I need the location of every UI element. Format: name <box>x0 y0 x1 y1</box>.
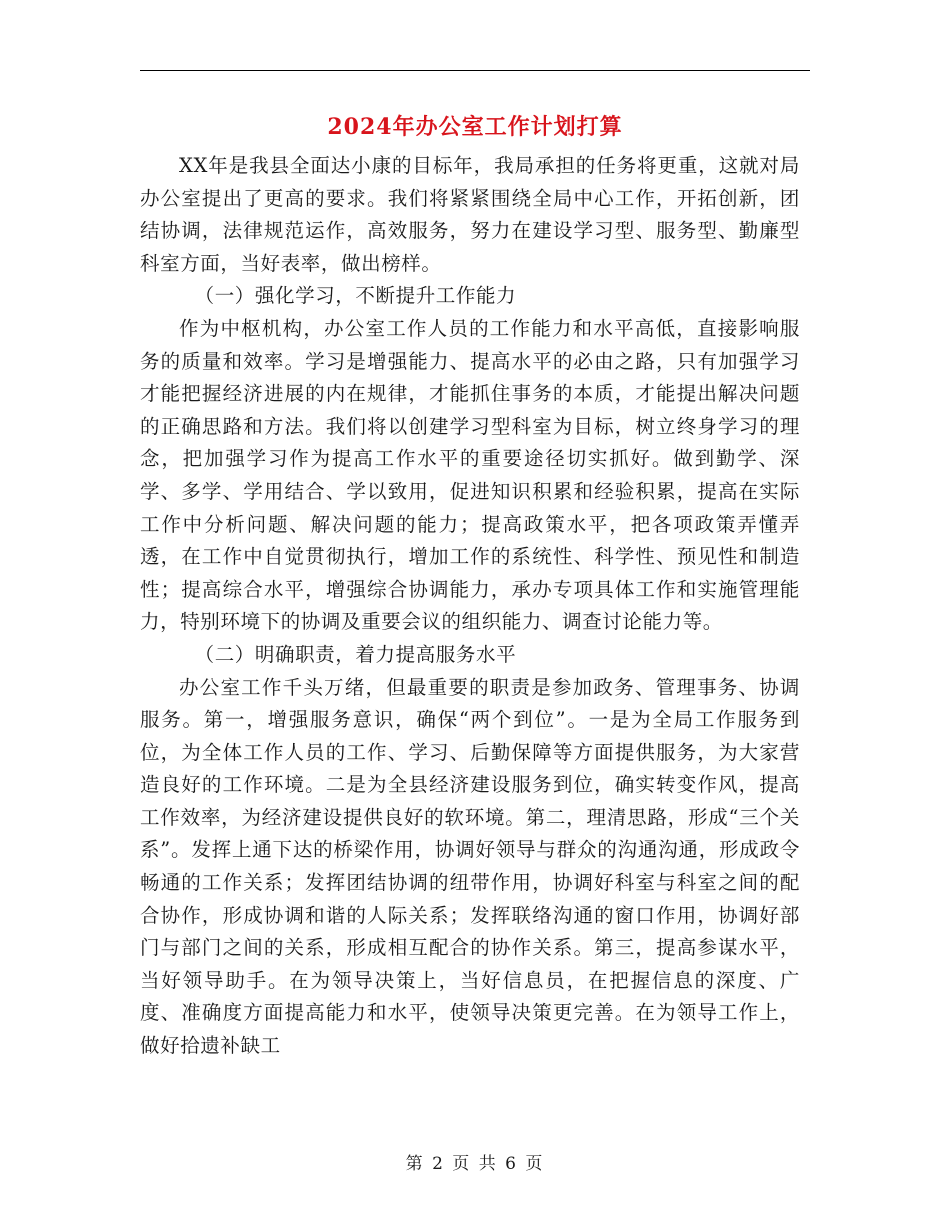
section-1-paragraph: 作为中枢机构，办公室工作人员的工作能力和水平高低，直接影响服务的质量和效率。学习是增强能力、提高水平的必由之路，只有加强学习才能把握经济进展的内在规律，才能抓住事务的本质，才能提出解决问题的正确思路和方法。我们将以创建学习型科室为目标，树立终身学习的理念，把加强学习作为提高工作水平的重要途径切实抓好。做到勤学、深学、多学、学用结合、学以致用，促进知识积累和经验积累，提高在实际工作中分析问题、解决问题的能力；提高政策水平，把各项政策弄懂弄透，在工作中自觉贯彻执行，增加工作的系统性、科学性、预见性和制造性；提高综合水平，增强综合协调能力，承办专项具体工作和实施管理能力，特别环境下的协调及重要会议的组织能力、调查讨论能力等。 <box>140 316 800 634</box>
document-body <box>140 150 800 1063</box>
section-heading-2: （二）明确职责，着力提高服务水平 <box>194 642 517 666</box>
header-rule <box>140 70 810 71</box>
document-title: 2024年办公室工作计划打算 <box>327 114 623 140</box>
section-heading-1: （一）强化学习，不断提升工作能力 <box>194 284 517 308</box>
page-number-footer: 第 2 页 共 6 页 <box>405 1154 545 1174</box>
section-2-paragraph: 办公室工作千头万绪，但最重要的职责是参加政务、管理事务、协调服务。第一，增强服务意识，确保“两个到位”。一是为全局工作服务到位，为全体工作人员的工作、学习、后勤保障等方面提供服务，为大家营造良好的工作环境。二是为全县经济建设服务到位，确实转变作风，提高工作效率，为经济建设提供良好的软环境。第二，理清思路，形成“三个关系”。发挥上通下达的桥梁作用，协调好领导与群众的沟通沟通，形成政令畅通的工作关系；发挥团结协调的纽带作用，协调好科室与科室之间的配合协作，形成协调和谐的人际关系；发挥联络沟通的窗口作用，协调好部门与部门之间的关系，形成相互配合的协作关系。第三，提高参谋水平，当好领导助手。在为领导决策上，当好信息员，在把握信息的深度、广度、准确度方面提高能力和水平，使领导决策更完善。在为领导工作上，做好拾遗补缺工 <box>140 675 800 1058</box>
intro-paragraph: XX年是我县全面达小康的目标年，我局承担的任务将更重，这就对局办公室提出了更高的要求。我们将紧紧围绕全局中心工作，开拓创新，团结协调，法律规范运作，高效服务，努力在建设学习型、服务型、勤廉型科室方面，当好表率，做出榜样。 <box>140 154 800 275</box>
